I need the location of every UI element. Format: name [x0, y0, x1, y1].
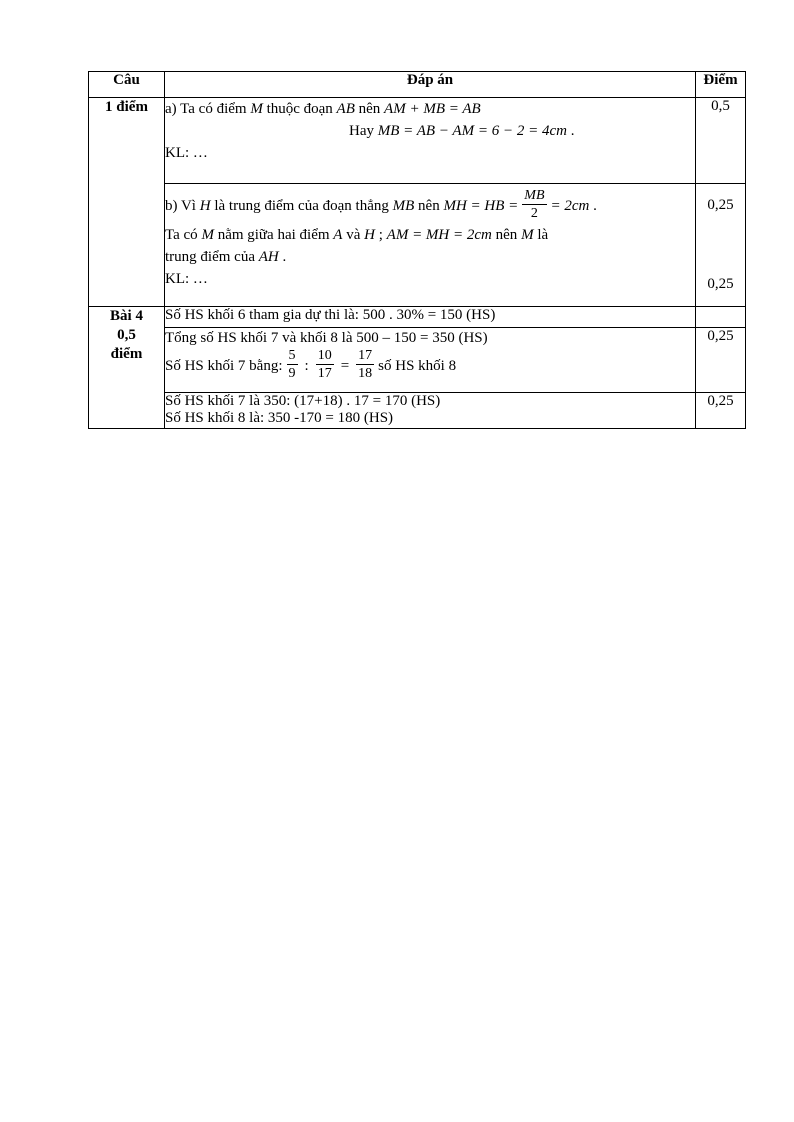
answer-b-line-2 — [165, 224, 695, 246]
score-value: 0,25 — [707, 276, 734, 292]
text-run: . — [566, 123, 575, 139]
math-run: M — [201, 227, 214, 243]
fraction-numerator: 10 — [317, 348, 332, 364]
math-run: M — [521, 227, 534, 243]
score-value: 0,25 — [707, 197, 734, 213]
answer-cell-bai4-step2 — [165, 328, 696, 393]
fraction-mb-over-2 — [522, 188, 546, 221]
row-bai4-step2 — [89, 328, 746, 393]
header-row — [89, 72, 746, 98]
row-bai4-step3 — [89, 393, 746, 429]
answer-cell-part-a — [165, 98, 696, 184]
answer-a-conclusion: KL: … — [165, 145, 208, 161]
answer-b-line-3 — [165, 246, 695, 268]
text-run: ; — [374, 227, 387, 243]
answer-cell-part-b — [165, 184, 696, 307]
math-run: AB — [336, 101, 355, 117]
text-run: b) Vì — [165, 198, 200, 214]
bai4-step3-line-2: Số HS khối 8 là: 350 -170 = 180 (HS) — [165, 410, 394, 426]
bai4-step1-text: Số HS khối 6 tham gia dự thi là: 500 . 30% = 150 (HS) — [165, 307, 496, 323]
math-run: AM = MH = 2cm — [386, 227, 492, 243]
fraction-5-over-9 — [287, 348, 298, 381]
math-run: = 2cm — [550, 198, 590, 214]
row-bai4-step1 — [89, 307, 746, 328]
text-run: trung điểm của — [165, 249, 259, 265]
question-label-text: Bài 4 — [110, 308, 143, 324]
math-run: A — [333, 227, 343, 243]
math-run: MB — [392, 198, 415, 214]
answer-b-conclusion: KL: … — [165, 271, 208, 287]
math-run: M — [250, 101, 263, 117]
text-run: . — [278, 249, 287, 265]
question-label-1-diem — [89, 98, 165, 307]
bai4-step3-line-1: Số HS khối 7 là 350: (17+18) . 17 = 170 (HS) — [165, 393, 441, 409]
text-run: là trung điểm của đoạn thẳng — [210, 198, 393, 214]
text-run: là — [533, 227, 549, 243]
text-run: và — [342, 227, 365, 243]
fraction-10-over-17 — [316, 348, 334, 381]
text-run: Ta có — [165, 227, 202, 243]
score-bai4-step1 — [696, 307, 746, 328]
answer-a-line-1 — [165, 98, 695, 120]
fraction-denominator: 17 — [317, 366, 332, 382]
math-run: AM + MB = AB — [384, 101, 481, 117]
question-label-text: 1 điểm — [105, 99, 148, 115]
math-run: H — [199, 198, 211, 214]
score-part-b — [696, 184, 746, 307]
math-run: MB = AB − AM = 6 − 2 = 4cm — [377, 123, 567, 139]
text-run: nên — [414, 198, 444, 214]
text-run: Hay — [349, 123, 378, 139]
answer-a-line-2 — [349, 120, 695, 142]
bai4-step2-line-1: Tổng số HS khối 7 và khối 8 là 500 – 150 = 350 (HS) — [165, 330, 488, 346]
math-run: MH = HB = — [443, 198, 519, 214]
question-label-bai-4 — [89, 307, 165, 429]
score-bai4-step3: 0,25 — [696, 393, 746, 429]
fraction-17-over-18 — [356, 348, 374, 381]
score-bai4-step2: 0,25 — [696, 328, 746, 393]
bai4-step2-line-2 — [165, 348, 695, 384]
row-part-b — [89, 184, 746, 307]
text-run: nằm giữa hai điểm — [213, 227, 334, 243]
fraction-numerator: 5 — [288, 348, 296, 364]
question-points-text: 0,5 — [117, 327, 136, 343]
question-points-unit: điểm — [110, 346, 143, 362]
answer-cell-bai4-step1 — [165, 307, 696, 328]
fraction-numerator: 17 — [358, 348, 373, 364]
text-run: a) Ta có điểm — [165, 101, 251, 117]
text-run: Số HS khối 7 bằng: — [165, 358, 283, 374]
math-run: AH — [258, 249, 279, 265]
answer-key-table — [88, 71, 746, 429]
text-run: nên — [491, 227, 522, 243]
score-part-a: 0,5 — [696, 98, 746, 184]
col-header-diem: Điểm — [696, 72, 746, 98]
answer-b-line-1 — [165, 188, 695, 224]
fraction-denominator: 2 — [530, 206, 538, 222]
division-operator: : — [304, 358, 309, 374]
answer-cell-bai4-step3 — [165, 393, 696, 429]
row-part-a — [89, 98, 746, 184]
text-run: số HS khối 8 — [378, 358, 457, 374]
fraction-numerator: MB — [524, 188, 545, 204]
text-run: thuộc đoạn — [262, 101, 337, 117]
math-run: H — [364, 227, 375, 243]
equals-operator: = — [340, 358, 350, 374]
col-header-cau: Câu — [89, 72, 165, 98]
text-run: nên — [354, 101, 385, 117]
fraction-denominator: 18 — [358, 366, 373, 382]
fraction-denominator: 9 — [288, 366, 296, 382]
col-header-dap-an: Đáp án — [165, 72, 696, 98]
text-run: . — [589, 198, 597, 214]
